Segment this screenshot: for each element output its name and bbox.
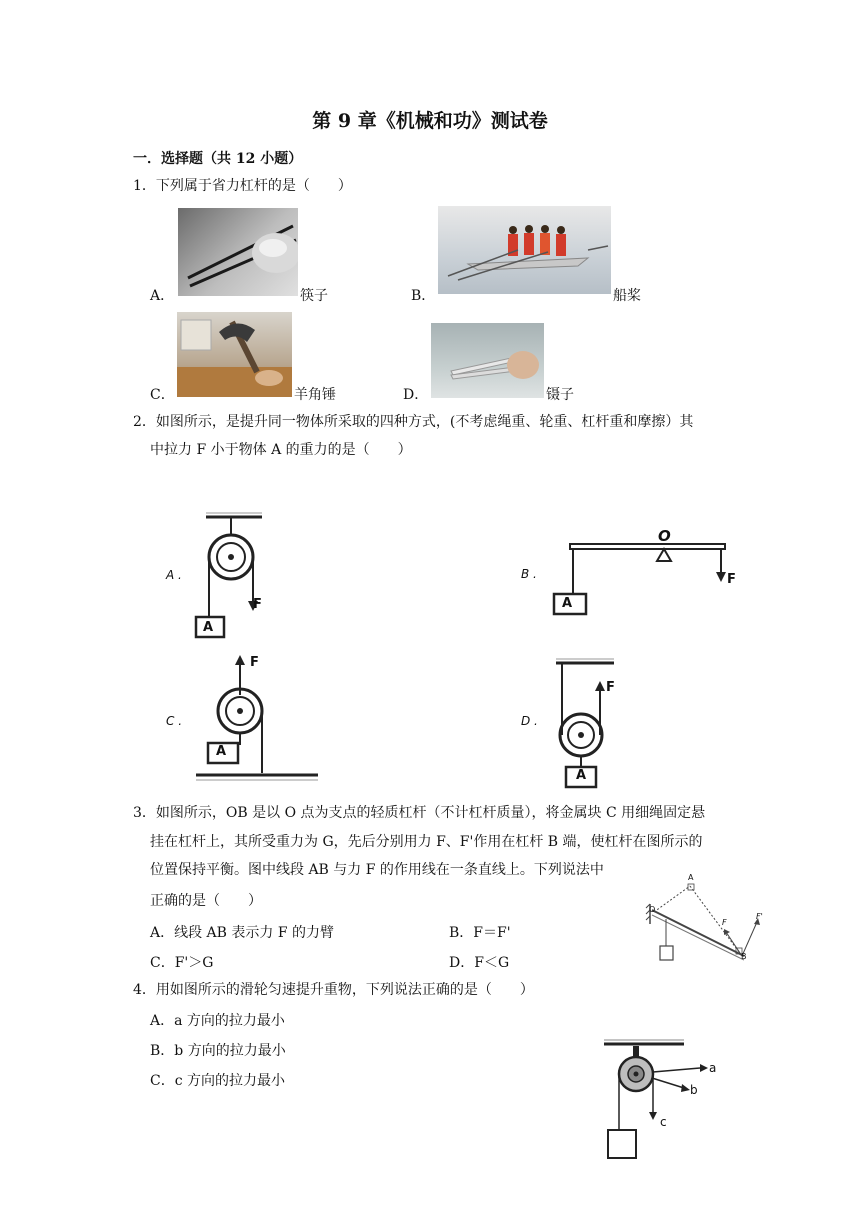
q2-fig-a-force: F xyxy=(253,597,262,612)
q3-fig-force-f-prime: F' xyxy=(756,912,763,921)
q3-fig-point-o: O xyxy=(649,905,656,914)
q2-fig-b-fulcrum: O xyxy=(658,527,671,545)
movable-pulley-ceiling-diagram xyxy=(552,657,672,792)
q2-figure-c-label: C . xyxy=(166,714,183,728)
q3-option-a: A．线段 AB 表示力 F 的力臂 xyxy=(150,925,335,941)
rowing-photo xyxy=(438,206,611,294)
lever-diagram xyxy=(545,528,745,623)
q2-fig-c-force: F xyxy=(250,655,259,670)
q3-fig-point-a: A xyxy=(688,873,694,882)
q2-fig-a-block: A xyxy=(203,620,214,635)
chopsticks-photo xyxy=(178,208,298,296)
q4-fig-label-a: a xyxy=(709,1061,717,1075)
question-2-line-1: 2．如图所示，是提升同一物体所采取的四种方式，(不考虑绳重、轮重、杠杆重和摩擦）其 xyxy=(133,414,694,430)
q1-option-c-letter: C． xyxy=(150,387,175,403)
q2-figure-d-label: D . xyxy=(521,714,538,728)
q2-fig-d-block: A xyxy=(576,768,587,783)
movable-pulley-diagram xyxy=(190,655,325,785)
q2-figure-b-label: B . xyxy=(521,567,537,581)
question-3-line-1: 3．如图所示，OB 是以 O 点为支点的轻质杠杆（不计杠杆质量），将金属块 C 用细绳固定悬 xyxy=(133,805,706,821)
q2-fig-d-force: F xyxy=(606,680,615,695)
claw-hammer-photo xyxy=(177,312,292,397)
lever-force-diagram xyxy=(644,874,774,974)
question-3-line-4: 正确的是（ ） xyxy=(150,893,262,909)
section-heading: 一．选择题（共 12 小题） xyxy=(133,151,303,167)
q1-option-d-letter: D． xyxy=(403,387,429,403)
q3-option-b: B．F＝F' xyxy=(449,925,511,941)
q2-figure-a-label: A . xyxy=(166,568,182,582)
q2-fig-c-block: A xyxy=(216,744,227,759)
pulley-direction-diagram xyxy=(600,1038,730,1163)
q4-fig-label-c: c xyxy=(660,1115,667,1129)
q1-option-b-caption: 船桨 xyxy=(613,288,641,304)
q1-option-d-caption: 镊子 xyxy=(546,387,574,403)
q3-option-c: C．F'＞G xyxy=(150,955,214,971)
q1-option-a-letter: A． xyxy=(150,288,175,304)
q3-fig-force-f: F xyxy=(722,918,727,927)
question-2-line-2: 中拉力 F 小于物体 A 的重力的是（ ） xyxy=(150,442,412,458)
q4-fig-label-b: b xyxy=(690,1083,698,1097)
question-4-stem: 4．用如图所示的滑轮匀速提升重物，下列说法正确的是（ ） xyxy=(133,982,534,998)
page-title: 第 9 章《机械和功》测试卷 xyxy=(312,110,548,132)
q2-fig-b-block: A xyxy=(562,596,573,611)
rowing-boat-icon xyxy=(438,206,611,294)
tweezers-photo xyxy=(431,323,544,398)
q4-option-c: C．c 方向的拉力最小 xyxy=(150,1073,286,1089)
question-1-stem: 1．下列属于省力杠杆的是（ ） xyxy=(133,178,352,194)
q1-option-a-caption: 筷子 xyxy=(300,288,328,304)
chopsticks-icon xyxy=(178,208,298,296)
q1-option-c-caption: 羊角锤 xyxy=(294,387,336,403)
q2-fig-b-force: F xyxy=(727,572,736,587)
q3-fig-point-b: B xyxy=(741,952,747,961)
q3-option-d: D．F＜G xyxy=(449,955,510,971)
question-3-line-2: 挂在杠杆上，其所受重力为 G，先后分别用力 F、F'作用在杠杆 B 端，使杠杆在图所示的 xyxy=(150,834,703,850)
claw-hammer-icon xyxy=(177,312,292,397)
q4-option-a: A．a 方向的拉力最小 xyxy=(150,1013,285,1029)
q4-option-b: B．b 方向的拉力最小 xyxy=(150,1043,286,1059)
question-3-line-3: 位置保持平衡。图中线段 AB 与力 F 的作用线在一条直线上。下列说法中 xyxy=(150,862,604,878)
tweezers-icon xyxy=(431,323,544,398)
q1-option-b-letter: B． xyxy=(411,288,436,304)
